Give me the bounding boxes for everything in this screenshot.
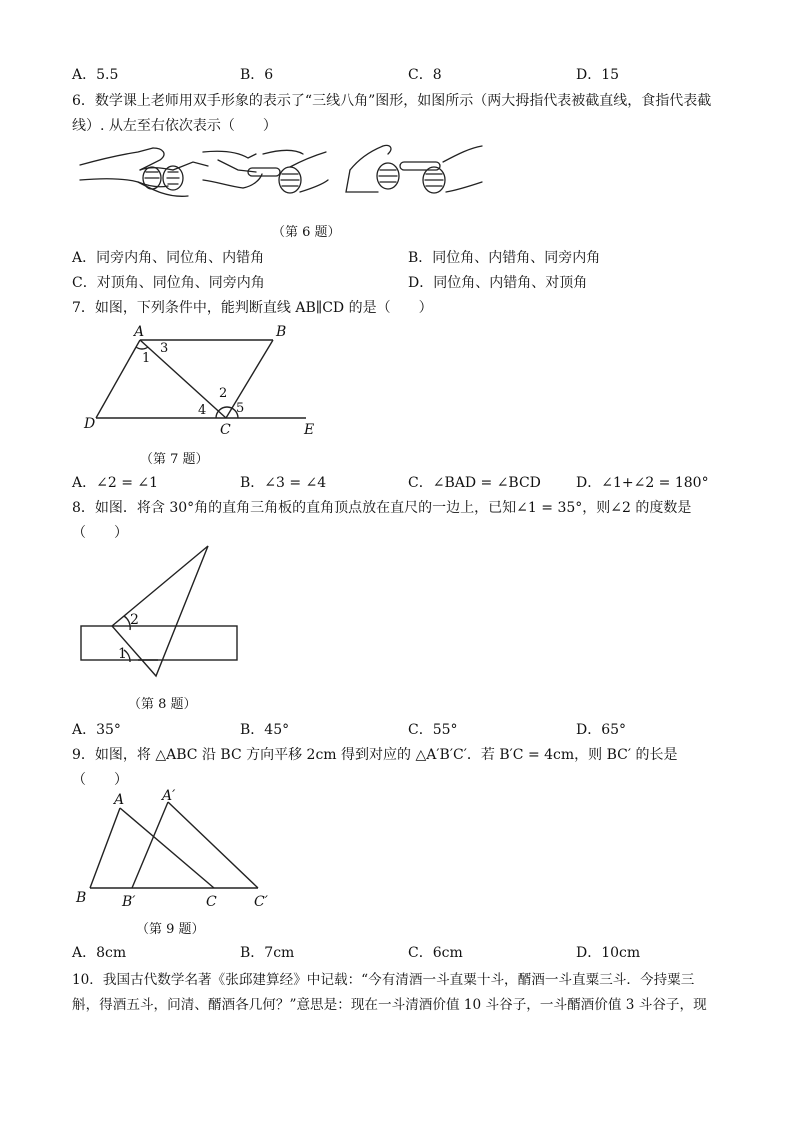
q8-option-d: D．65° xyxy=(576,722,627,738)
q7-option-d: D．∠1+∠2 = 180° xyxy=(576,475,709,491)
q5-option-c: C．8 xyxy=(408,67,442,83)
q8-figure-caption: （第 8 题） xyxy=(128,697,197,712)
q9-label-a-prime: A′ xyxy=(162,788,176,804)
q9-label-c-prime: C′ xyxy=(254,894,268,910)
q8-angle-1: 1 xyxy=(118,646,127,662)
q7-angle-5: 5 xyxy=(236,401,245,416)
q9-option-b: B．7cm xyxy=(240,945,295,961)
q7-label-b: B xyxy=(276,324,287,340)
q6-stem-line2: 线）. 从左至右依次表示（ ） xyxy=(72,118,277,134)
q7-parallelogram-figure xyxy=(78,322,328,437)
q8-option-c: C．55° xyxy=(408,722,458,738)
q9-stem-line2: （ ） xyxy=(72,772,128,788)
q6-option-a: A．同旁内角、同位角、内错角 xyxy=(72,250,265,266)
q7-label-d: D xyxy=(84,416,96,432)
q5-option-a: A．5.5 xyxy=(72,67,119,83)
q7-label-a: A xyxy=(134,324,145,340)
q9-figure-caption: （第 9 题） xyxy=(136,922,205,937)
q9-label-a: A xyxy=(114,792,125,808)
q7-option-b: B．∠3 = ∠4 xyxy=(240,475,327,491)
q7-angle-3: 3 xyxy=(160,341,169,356)
q7-angle-4: 4 xyxy=(198,403,207,418)
q9-translation-figure xyxy=(74,790,284,912)
q9-stem-line1: 9．如图，将 △ABC 沿 BC 方向平移 2cm 得到对应的 △A′B′C′．若 B′C = 4cm，则 BC′ 的长是 xyxy=(72,747,678,763)
q7-label-e: E xyxy=(304,422,315,438)
q6-stem-line1: 6．数学课上老师用双手形象的表示了“三线八角”图形，如图所示（两大拇指代表被截直线，食指代表截 xyxy=(72,93,712,109)
q10-stem-line2: 斛，得酒五斗，问清、醑酒各几何？”意思是：现在一斗清酒价值 10 斗谷子，一斗醑酒价值 3 斗谷子，现 xyxy=(72,997,707,1013)
q9-label-b-prime: B′ xyxy=(122,894,136,910)
q7-option-c: C．∠BAD = ∠BCD xyxy=(408,475,541,491)
q8-option-a: A．35° xyxy=(72,722,121,738)
q7-angle-1: 1 xyxy=(142,351,151,366)
q6-option-d: D．同位角、内错角、对顶角 xyxy=(408,275,588,291)
q7-option-a: A．∠2 = ∠1 xyxy=(72,475,159,491)
q9-option-a: A．8cm xyxy=(72,945,127,961)
q10-stem-line1: 10．我国古代数学名著《张邱建算经》中记载：“今有清酒一斗直粟十斗，醑酒一斗直粟三斗．今持粟三 xyxy=(72,972,695,988)
q5-option-b: B．6 xyxy=(240,67,274,83)
q6-option-b: B．同位角、内错角、同旁内角 xyxy=(408,250,601,266)
q8-stem-line2: （ ） xyxy=(72,525,128,541)
q8-ruler-triangle-figure xyxy=(78,544,248,686)
q8-stem-line1: 8．如图．将含 30°角的直角三角板的直角顶点放在直尺的一边上，已知∠1 = 35°，则∠2 的度数是 xyxy=(72,500,692,516)
q6-hands-figure xyxy=(78,140,488,208)
q7-figure-caption: （第 7 题） xyxy=(140,452,209,467)
q9-label-b: B xyxy=(76,890,87,906)
q8-angle-2: 2 xyxy=(130,612,139,628)
q9-option-d: D．10cm xyxy=(576,945,641,961)
q9-option-c: C．6cm xyxy=(408,945,463,961)
q7-angle-2: 2 xyxy=(219,386,228,401)
q7-stem: 7．如图，下列条件中，能判断直线 AB∥CD 的是（ ） xyxy=(72,300,433,316)
q9-label-c: C xyxy=(206,894,217,910)
q8-option-b: B．45° xyxy=(240,722,290,738)
q6-figure-caption: （第 6 题） xyxy=(272,225,341,240)
q5-option-d: D．15 xyxy=(576,67,620,83)
q6-option-c: C．对顶角、同位角、同旁内角 xyxy=(72,275,265,291)
q7-label-c: C xyxy=(220,422,231,438)
